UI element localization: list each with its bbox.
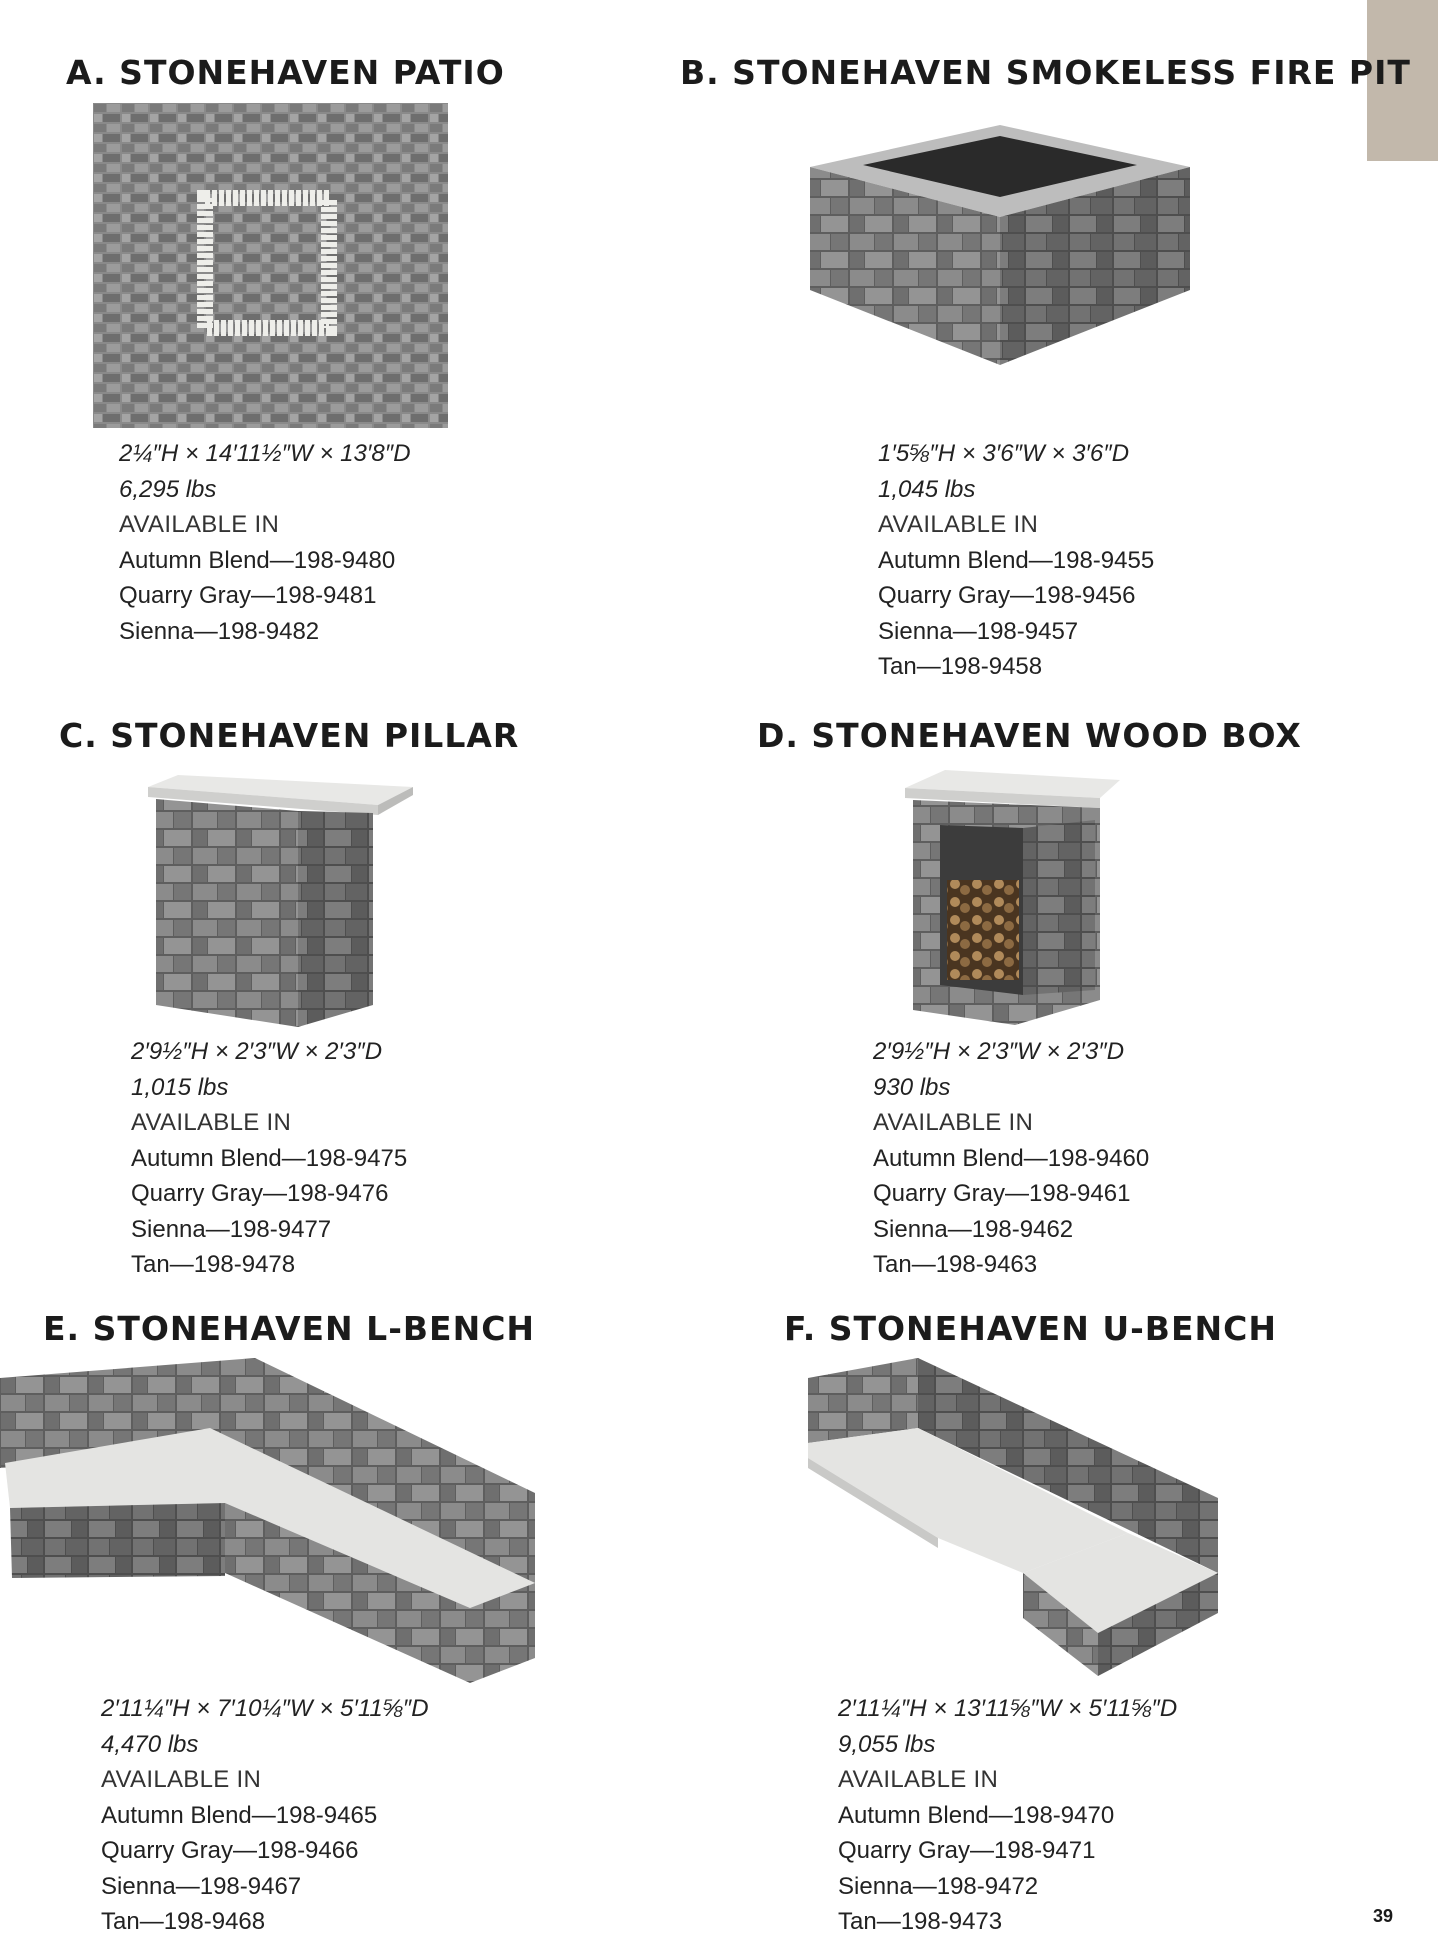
product-d-available-label: AVAILABLE IN	[873, 1109, 1034, 1136]
product-b-color: Tan—198-9458	[878, 653, 1043, 680]
product-c-title: C. STONEHAVEN PILLAR	[59, 716, 520, 755]
product-d-color: Tan—198-9463	[873, 1251, 1038, 1278]
product-c-color: Tan—198-9478	[131, 1251, 296, 1278]
product-e-color: Sienna—198-9467	[101, 1872, 302, 1900]
product-f-color: Autumn Blend—198-9470	[838, 1801, 1115, 1829]
product-a-title: A. STONEHAVEN PATIO	[66, 53, 505, 92]
product-b-color: Quarry Gray—198-9456	[878, 582, 1136, 609]
product-a-image	[93, 103, 448, 428]
product-e-image	[0, 1358, 545, 1683]
product-e-color: Tan—198-9468	[101, 1908, 266, 1935]
product-a-color: Autumn Blend—198-9480	[119, 546, 396, 574]
product-f-spec	[838, 1691, 1177, 1940]
product-b-color: Sienna—198-9457	[878, 617, 1079, 645]
product-f-available-label: AVAILABLE IN	[838, 1766, 999, 1793]
product-d-image	[905, 770, 1120, 1025]
product-c-weight: 1,015 lbs	[131, 1073, 229, 1101]
product-d-color: Autumn Blend—198-9460	[873, 1144, 1150, 1172]
product-f-image	[803, 1358, 1223, 1678]
product-c-image	[148, 775, 413, 1027]
product-f-color: Quarry Gray—198-9471	[838, 1837, 1096, 1864]
product-a-available-label: AVAILABLE IN	[119, 511, 280, 538]
product-d-color: Quarry Gray—198-9461	[873, 1180, 1131, 1207]
product-e-weight: 4,470 lbs	[101, 1730, 199, 1758]
page-number: 39	[1373, 1906, 1394, 1926]
product-e-color: Quarry Gray—198-9466	[101, 1837, 359, 1864]
product-f-color: Tan—198-9473	[838, 1908, 1003, 1935]
product-c-color: Quarry Gray—198-9476	[131, 1180, 389, 1207]
product-d-dimensions: 2′9½″H × 2′3″W × 2′3″D	[873, 1038, 1125, 1065]
product-a-color: Quarry Gray—198-9481	[119, 582, 377, 609]
product-d-title: D. STONEHAVEN WOOD BOX	[757, 716, 1302, 755]
product-b-weight: 1,045 lbs	[878, 475, 976, 503]
product-e-title: E. STONEHAVEN L-BENCH	[43, 1309, 536, 1348]
product-c-spec	[131, 1034, 407, 1283]
product-e-dimensions: 2′11¼″H × 7′10¼″W × 5′11⅝″D	[101, 1695, 429, 1722]
product-d-weight: 930 lbs	[873, 1073, 951, 1101]
product-a-weight: 6,295 lbs	[119, 475, 217, 503]
product-e-color: Autumn Blend—198-9465	[101, 1801, 378, 1829]
product-c-available-label: AVAILABLE IN	[131, 1109, 292, 1136]
product-f-color: Sienna—198-9472	[838, 1872, 1039, 1900]
product-a-spec	[119, 436, 411, 649]
product-d-spec	[873, 1034, 1149, 1283]
product-b-dimensions: 1′5⅝″H × 3′6″W × 3′6″D	[878, 440, 1130, 467]
product-b-title: B. STONEHAVEN SMOKELESS FIRE PIT	[680, 53, 1411, 92]
product-f-weight: 9,055 lbs	[838, 1730, 936, 1758]
product-b-spec	[878, 436, 1154, 685]
product-c-dimensions: 2′9½″H × 2′3″W × 2′3″D	[131, 1038, 383, 1065]
product-c-color: Sienna—198-9477	[131, 1215, 332, 1243]
product-c-color: Autumn Blend—198-9475	[131, 1144, 408, 1172]
product-b-color: Autumn Blend—198-9455	[878, 546, 1155, 574]
product-e-available-label: AVAILABLE IN	[101, 1766, 262, 1793]
product-d-color: Sienna—198-9462	[873, 1215, 1074, 1243]
product-b-available-label: AVAILABLE IN	[878, 511, 1039, 538]
product-a-color: Sienna—198-9482	[119, 617, 320, 645]
product-f-title: F. STONEHAVEN U-BENCH	[784, 1309, 1277, 1348]
product-a-dimensions: 2¼″H × 14′11½″W × 13′8″D	[119, 440, 411, 467]
product-f-dimensions: 2′11¼″H × 13′11⅝″W × 5′11⅝″D	[838, 1695, 1178, 1722]
product-e-spec	[101, 1691, 429, 1940]
product-b-image	[805, 125, 1195, 370]
